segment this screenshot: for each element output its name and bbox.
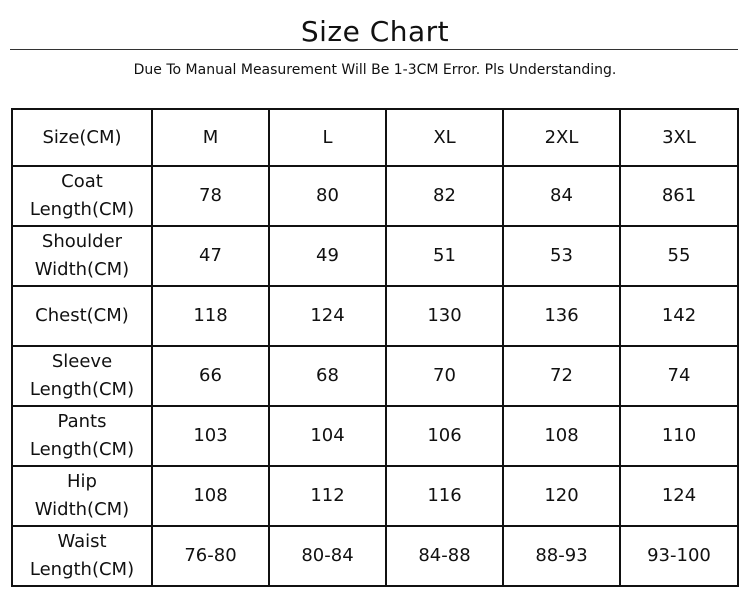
size-header-l: L bbox=[269, 109, 386, 166]
size-header-2xl: 2XL bbox=[503, 109, 620, 166]
table-cell: 861 bbox=[620, 166, 738, 226]
table-cell: 112 bbox=[269, 466, 386, 526]
row-label: Sleeve Length(CM) bbox=[12, 346, 152, 406]
table-cell: 74 bbox=[620, 346, 738, 406]
table-cell: 110 bbox=[620, 406, 738, 466]
table-cell: 82 bbox=[386, 166, 503, 226]
table-cell: 104 bbox=[269, 406, 386, 466]
table-cell: 66 bbox=[152, 346, 269, 406]
table-cell: 116 bbox=[386, 466, 503, 526]
table-cell: 78 bbox=[152, 166, 269, 226]
table-cell: 118 bbox=[152, 286, 269, 346]
table-row-hip-width bbox=[12, 466, 738, 526]
row-label: Shoulder Width(CM) bbox=[12, 226, 152, 286]
table-cell: 55 bbox=[620, 226, 738, 286]
table-cell: 108 bbox=[152, 466, 269, 526]
table-cell: 93-100 bbox=[620, 526, 738, 586]
table-cell: 70 bbox=[386, 346, 503, 406]
table-row-sleeve-length bbox=[12, 346, 738, 406]
measurement-notice: Due To Manual Measurement Will Be 1-3CM Error. Pls Understanding. bbox=[133, 62, 617, 78]
table-cell: 80 bbox=[269, 166, 386, 226]
size-header-xl: XL bbox=[386, 109, 503, 166]
table-cell: 84 bbox=[503, 166, 620, 226]
table-row-shoulder-width bbox=[12, 226, 738, 286]
row-label: Chest(CM) bbox=[12, 286, 152, 346]
table-cell: 72 bbox=[503, 346, 620, 406]
corner-header: Size(CM) bbox=[12, 109, 152, 166]
table-cell: 124 bbox=[620, 466, 738, 526]
table-cell: 136 bbox=[503, 286, 620, 346]
table-row-waist-length bbox=[12, 526, 738, 586]
table-cell: 106 bbox=[386, 406, 503, 466]
table-cell: 49 bbox=[269, 226, 386, 286]
table-cell: 88-93 bbox=[503, 526, 620, 586]
table-cell: 108 bbox=[503, 406, 620, 466]
row-label: Hip Width(CM) bbox=[12, 466, 152, 526]
row-label: Pants Length(CM) bbox=[12, 406, 152, 466]
table-row-chest bbox=[12, 286, 738, 346]
table-cell: 84-88 bbox=[386, 526, 503, 586]
row-label: Waist Length(CM) bbox=[12, 526, 152, 586]
table-cell: 47 bbox=[152, 226, 269, 286]
table-cell: 51 bbox=[386, 226, 503, 286]
table-cell: 76-80 bbox=[152, 526, 269, 586]
table-cell: 142 bbox=[620, 286, 738, 346]
header-row bbox=[12, 109, 738, 166]
row-label: Coat Length(CM) bbox=[12, 166, 152, 226]
page-title: Size Chart bbox=[300, 15, 450, 48]
table-row-coat-length bbox=[12, 166, 738, 226]
table-row-pants-length bbox=[12, 406, 738, 466]
table-cell: 80-84 bbox=[269, 526, 386, 586]
size-chart-table bbox=[11, 108, 739, 587]
table-cell: 130 bbox=[386, 286, 503, 346]
table-cell: 120 bbox=[503, 466, 620, 526]
title-divider bbox=[10, 49, 738, 50]
table-cell: 53 bbox=[503, 226, 620, 286]
table-cell: 103 bbox=[152, 406, 269, 466]
table-cell: 124 bbox=[269, 286, 386, 346]
size-header-m: M bbox=[152, 109, 269, 166]
table-cell: 68 bbox=[269, 346, 386, 406]
size-header-3xl: 3XL bbox=[620, 109, 738, 166]
